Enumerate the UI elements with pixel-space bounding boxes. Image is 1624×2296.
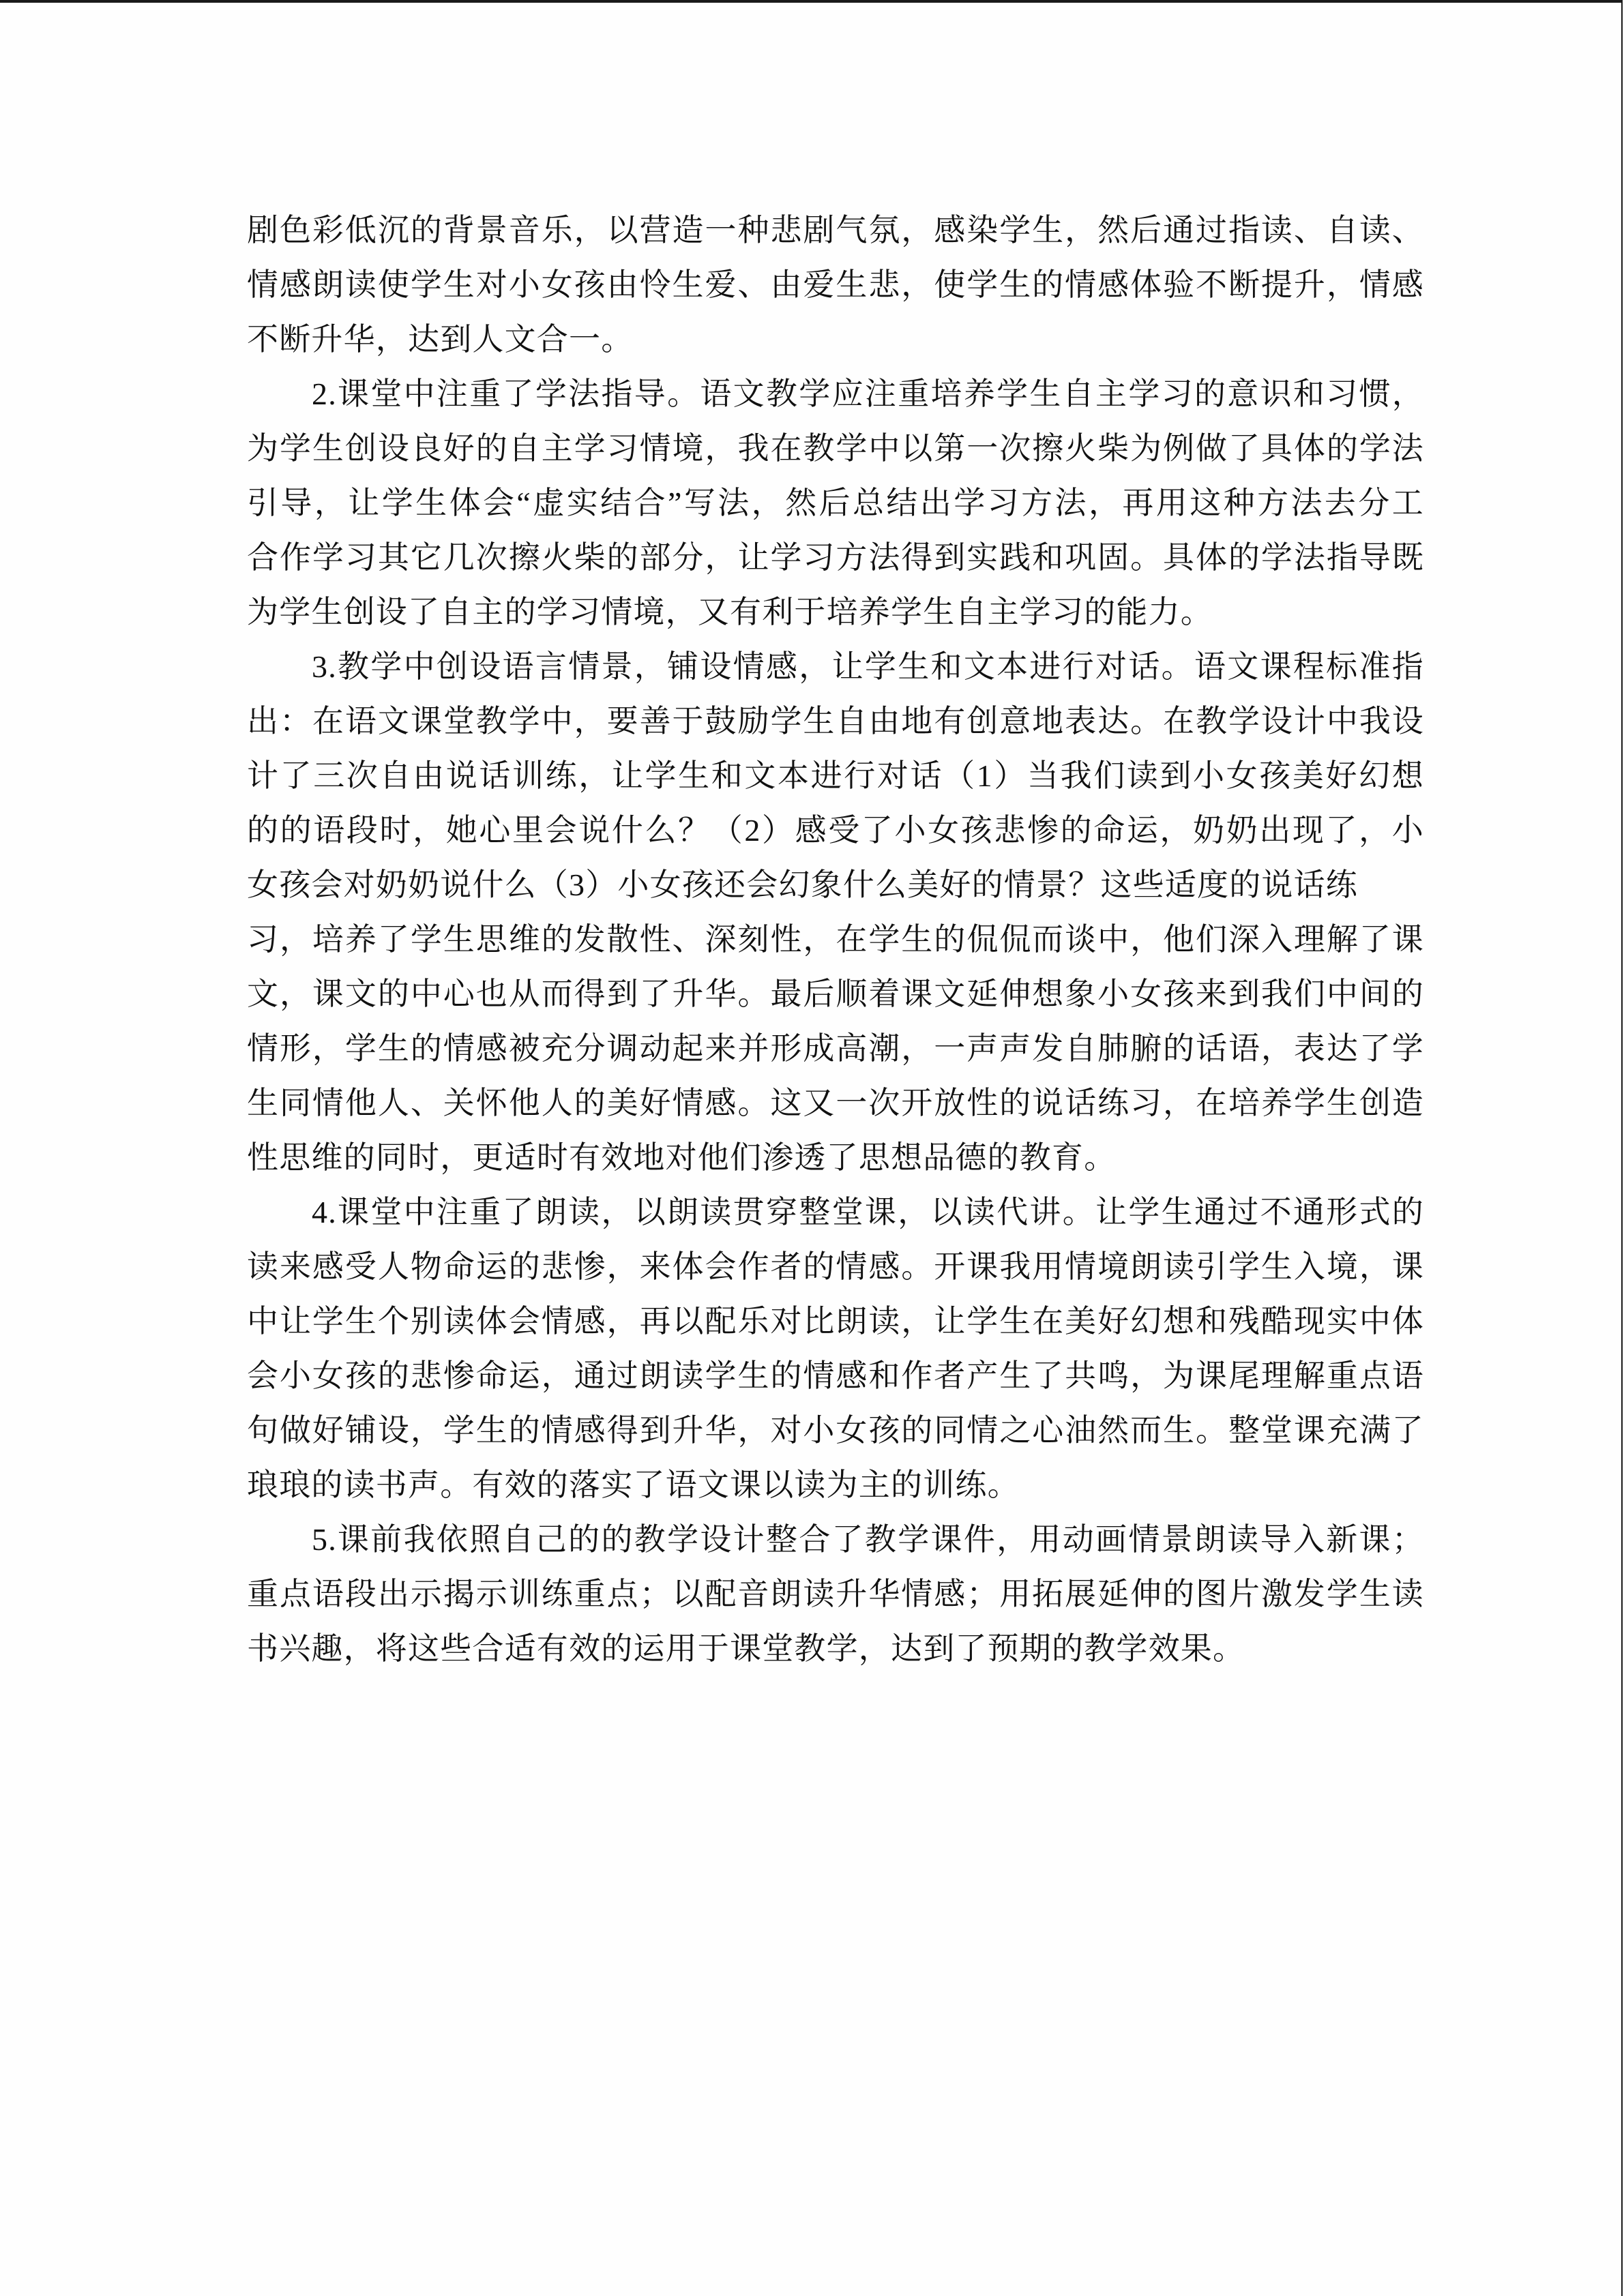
- paragraph-continuation: [247, 206, 1424, 370]
- text-line: 中让学生个别读体会情感，再以配乐对比朗读，让学生在美好幻想和残酷现实中体: [247, 1304, 1424, 1339]
- paragraph-2-study-method-guidance: [247, 370, 1424, 642]
- text-line: 情感朗读使学生对小女孩由怜生爱、由爱生悲，使学生的情感体验不断提升，情感: [247, 267, 1424, 302]
- text-line: 计了三次自由说话训练，让学生和文本进行对话（1）当我们读到小女孩美好幻想: [247, 758, 1424, 793]
- document-body: [247, 206, 1424, 1679]
- text-line: 文，课文的中心也从而得到了升华。最后顺着课文延伸想象小女孩来到我们中间的: [247, 976, 1424, 1011]
- text-line: 2.课堂中注重了学法指导。语文教学应注重培养学生自主学习的意识和习惯，: [312, 376, 1424, 411]
- text-line: 生同情他人、关怀他人的美好情感。这又一次开放性的说话练习，在培养学生创造: [247, 1086, 1424, 1120]
- text-line: 琅琅的读书声。有效的落实了语文课以读为主的训练。: [247, 1467, 1020, 1502]
- text-line: 书兴趣，将这些合适有效的运用于课堂教学，达到了预期的教学效果。: [247, 1631, 1245, 1666]
- text-line: 性思维的同时，更适时有效地对他们渗透了思想品德的教育。: [247, 1140, 1117, 1175]
- text-line: 不断升华，达到人文合一。: [247, 322, 634, 357]
- text-line: 4.课堂中注重了朗读，以朗读贯穿整堂课，以读代讲。让学生通过不通形式的: [312, 1195, 1424, 1229]
- text-line: 会小女孩的悲惨命运，通过朗读学生的情感和作者产生了共鸣，为课尾理解重点语: [247, 1358, 1424, 1393]
- text-line: 为学生创设了自主的学习情境，又有利于培养学生自主学习的能力。: [247, 595, 1213, 629]
- text-line: 读来感受人物命运的悲惨，来体会作者的情感。开课我用情境朗读引学生入境，课: [247, 1249, 1424, 1284]
- text-line: 重点语段出示揭示训练重点；以配音朗读升华情感；用拓展延伸的图片激发学生读: [247, 1577, 1424, 1611]
- text-line: 3.教学中创设语言情景，铺设情感，让学生和文本进行对话。语文课程标准指: [312, 649, 1424, 684]
- text-line: 出：在语文课堂教学中，要善于鼓励学生自由地有创意地表达。在教学设计中我设: [247, 704, 1424, 739]
- text-line: 情形，学生的情感被充分调动起来并形成高潮，一声声发自肺腑的话语，表达了学: [247, 1031, 1424, 1066]
- text-line: 引导，让学生体会“虚实结合”写法，然后总结出学习方法，再用这种方法去分工: [247, 486, 1424, 520]
- text-line: 的的语段时，她心里会说什么？（2）感受了小女孩悲惨的命运，奶奶出现了，小: [247, 813, 1424, 848]
- text-line: 习，培养了学生思维的发散性、深刻性，在学生的侃侃而谈中，他们深入理解了课: [247, 922, 1424, 957]
- paragraph-4-reading-aloud: [247, 1188, 1424, 1515]
- text-line: 为学生创设良好的自主学习情境，我在教学中以第一次擦火柴为例做了具体的学法: [247, 431, 1424, 466]
- paragraph-5-courseware: [247, 1515, 1424, 1679]
- text-line: 5.课前我依照自己的的教学设计整合了教学课件，用动画情景朗读导入新课；: [312, 1522, 1424, 1557]
- text-line: 女孩会对奶奶说什么（3）小女孩还会幻象什么美好的情景？这些适度的说话练: [247, 867, 1358, 902]
- paragraph-3-language-scenario: [247, 642, 1424, 1188]
- text-line: 合作学习其它几次擦火柴的部分，让学习方法得到实践和巩固。具体的学法指导既: [247, 540, 1424, 575]
- text-line: 句做好铺设，学生的情感得到升华，对小女孩的同情之心油然而生。整堂课充满了: [247, 1413, 1424, 1448]
- text-line: 剧色彩低沉的背景音乐，以营造一种悲剧气氛，感染学生，然后通过指读、自读、: [247, 213, 1424, 248]
